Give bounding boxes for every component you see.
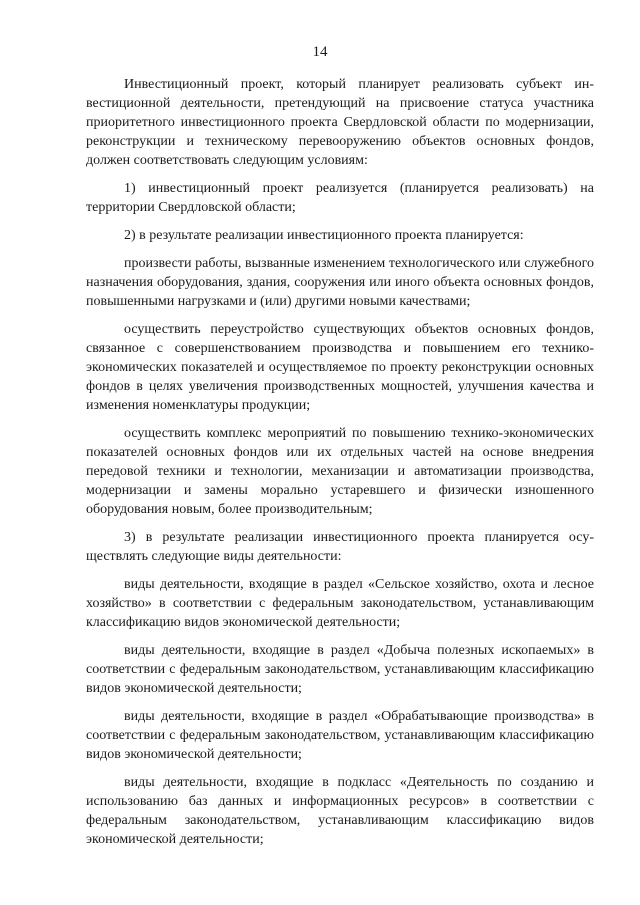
page-number: 14: [312, 44, 328, 60]
paragraph-intro: Инвестиционный проект, который планирует реализовать субъект инвестиционной деятельности, претендующий на присвоение статуса участника приоритетного инвестиционного проекта Свердловской области по модернизации, реконструкции и техническому перевооружению объектов основных фондов, должен соответствовать следующим условиям:: [86, 77, 594, 168]
document-body: [86, 75, 594, 858]
paragraph-condition-1: 1) инвестиционный проект реализуется (планируется реализовать) на территории Свердловской области;: [86, 181, 594, 215]
paragraph-activity-manufacturing: виды деятельности, входящие в раздел «Обрабатывающие производства» в соответствии с федеральным законодательством, устанавливающим классификацию видов экономической деятельности;: [86, 709, 594, 762]
paragraph-works: произвести работы, вызванные изменением технологического или служебного назначения оборудования, здания, сооружения или иного объекта основных фондов, повышенными нагрузками и (или) другими новыми качествами;: [86, 256, 594, 309]
paragraph-activity-mining: виды деятельности, входящие в раздел «Добыча полезных ископаемых» в соответствии с федеральным законодательством, устанавливающим классификацию видов экономической деятельности;: [86, 643, 594, 696]
paragraph-condition-2: 2) в результате реализации инвестиционного проекта планируется:: [124, 228, 524, 243]
paragraph-reconstruction: осуществить переустройство существующих объектов основных фондов, связанное с совершенствованием производства и повышением его технико-экономических показателей и осуществляемое по проекту реконструкции основных фондов в целях увеличения производственных мощностей, улучшения качества и изменения номенклатуры продукции;: [86, 322, 594, 413]
paragraph-condition-3: 3) в результате реализации инвестиционного проекта планируется осуществлять следующие виды деятельности:: [86, 530, 594, 564]
paragraph-activity-agriculture: виды деятельности, входящие в раздел «Сельское хозяйство, охота и лесное хозяйство» в соответствии с федеральным законодательством, устанавливающим классификацию видов экономической деятельности;: [86, 577, 594, 630]
paragraph-modernization: осуществить комплекс мероприятий по повышению технико-экономических показателей основных фондов или их отдельных частей на основе внедрения передовой техники и технологии, механизации и автоматизации производства, модернизации и замены морально устаревшего и физически изношенного оборудования новым, более производительным;: [86, 426, 594, 517]
paragraph-activity-databases: виды деятельности, входящие в подкласс «Деятельность по созданию и использованию баз данных и информационных ресурсов» в соответствии с федеральным законодательством, устанавливающим классификацию видов экономической деятельности;: [86, 775, 594, 847]
